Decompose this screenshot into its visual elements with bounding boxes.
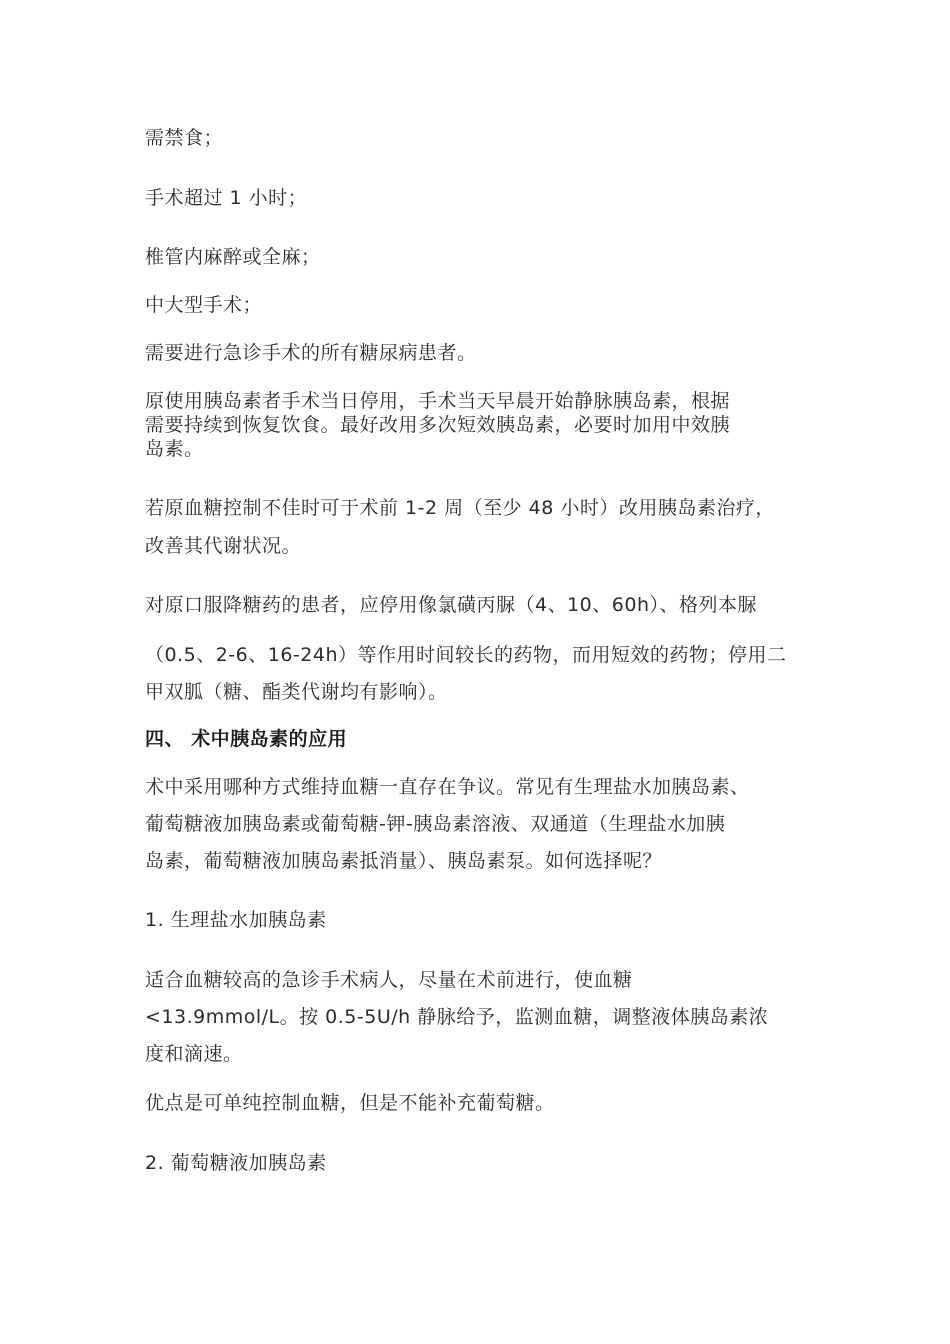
paragraph-control-line-2: 改善其代谢状况。 xyxy=(145,535,302,557)
subheading-glucose-insulin: 2. 葡萄糖液加胰岛素 xyxy=(145,1152,327,1174)
paragraph-saline-line-2: <13.9mmol/L。按 0.5-5U/h 静脉给予，监测血糖，调整液体胰岛素浓 xyxy=(145,1006,769,1028)
text-line-emergency: 需要进行急诊手术的所有糖尿病患者。 xyxy=(145,342,477,364)
paragraph-methods-line-3: 岛素，葡萄糖液加胰岛素抵消量）、胰岛素泵。如何选择呢？ xyxy=(145,850,663,872)
text-line-fasting: 需禁食； xyxy=(145,127,224,149)
paragraph-oral-drugs-line-1: 对原口服降糖药的患者，应停用像氯磺丙脲（4、10、60h）、格列本脲 xyxy=(145,594,757,616)
paragraph-advantage: 优点是可单纯控制血糖，但是不能补充葡萄糖。 xyxy=(145,1092,555,1114)
text-line-major-surgery: 中大型手术； xyxy=(145,294,263,316)
paragraph-insulin-line-1: 原使用胰岛素者手术当日停用，手术当天早晨开始静脉胰岛素，根据 xyxy=(145,390,731,412)
paragraph-control-line-1: 若原血糖控制不佳时可于术前 1-2 周（至少 48 小时）改用胰岛素治疗， xyxy=(145,497,775,519)
paragraph-oral-drugs-line-2: （0.5、2-6、16-24h）等作用时间较长的药物，而用短效的药物；停用二 xyxy=(145,644,787,666)
paragraph-saline-line-1: 适合血糖较高的急诊手术病人，尽量在术前进行，使血糖 xyxy=(145,969,633,991)
section-heading-intraoperative-insulin: 四、 术中胰岛素的应用 xyxy=(145,728,348,750)
text-line-anesthesia: 椎管内麻醉或全麻； xyxy=(145,246,321,268)
paragraph-saline-line-3: 度和滴速。 xyxy=(145,1043,243,1065)
paragraph-oral-drugs-line-3: 甲双胍（糖、酯类代谢均有影响）。 xyxy=(145,681,448,703)
paragraph-insulin-line-3: 岛素。 xyxy=(145,438,204,460)
text-line-surgery-duration: 手术超过 1 小时； xyxy=(145,187,308,209)
paragraph-methods-line-2: 葡萄糖液加胰岛素或葡萄糖-钾-胰岛素溶液、双通道（生理盐水加胰 xyxy=(145,813,726,835)
paragraph-methods-line-1: 术中采用哪种方式维持血糖一直存在争议。常见有生理盐水加胰岛素、 xyxy=(145,776,750,798)
subheading-saline-insulin: 1. 生理盐水加胰岛素 xyxy=(145,909,327,931)
paragraph-insulin-line-2: 需要持续到恢复饮食。最好改用多次短效胰岛素，必要时加用中效胰 xyxy=(145,414,731,436)
